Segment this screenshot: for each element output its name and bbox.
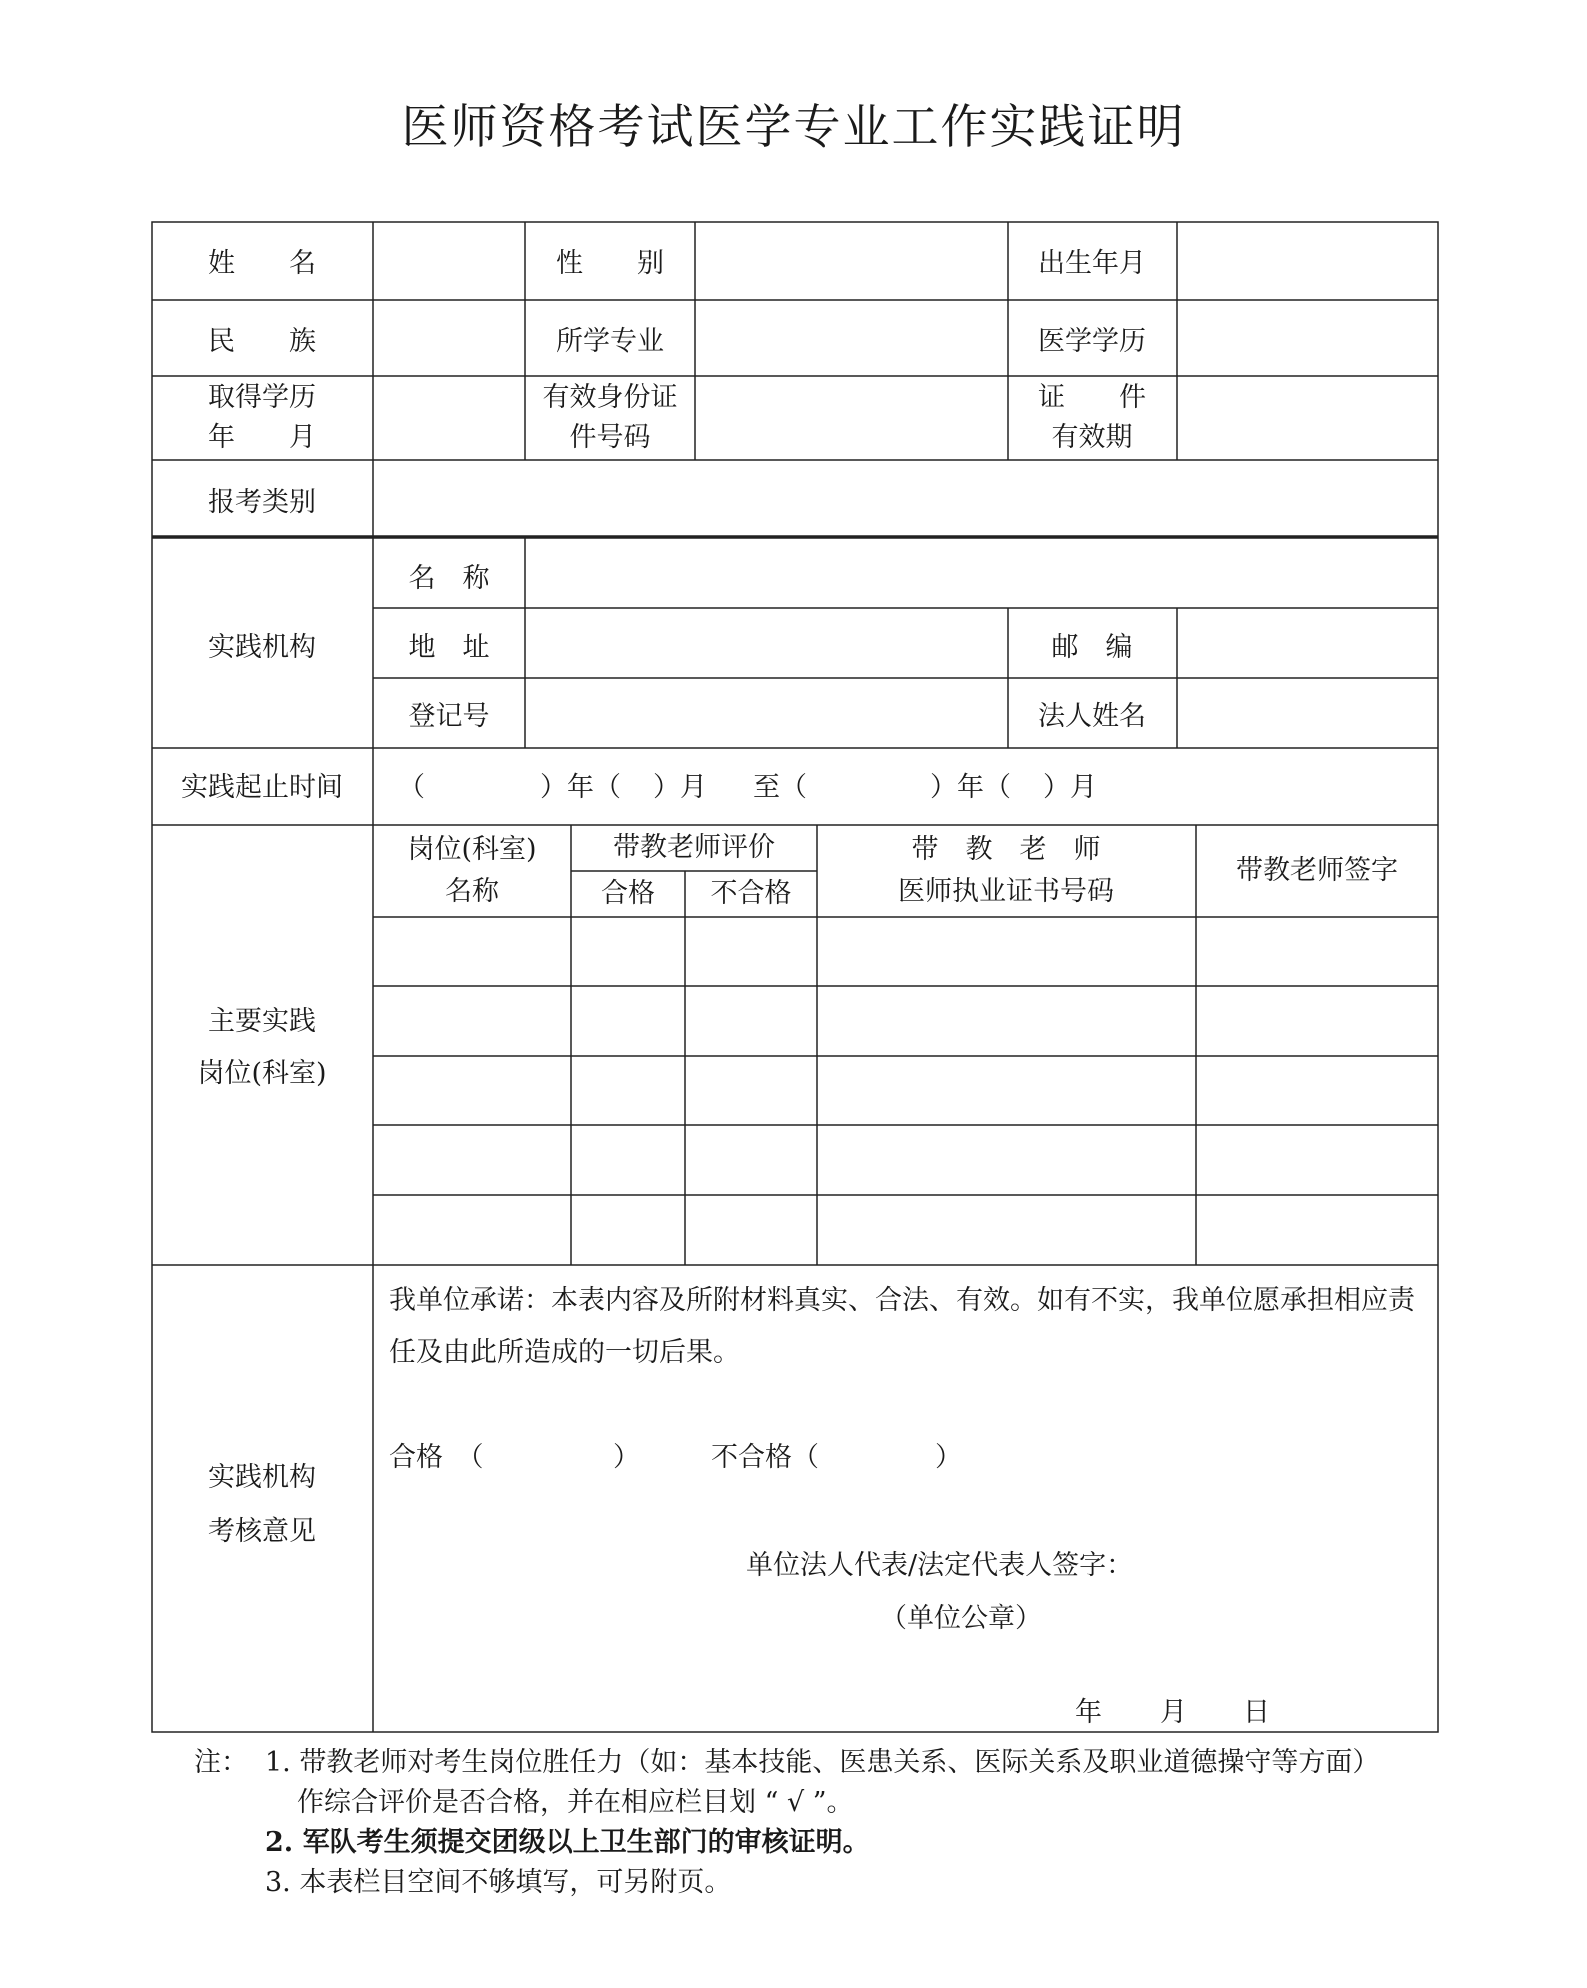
label-gender: 性 别	[556, 247, 664, 279]
label-id-valid-2: 有效期	[1051, 421, 1133, 453]
col-cert-2: 医师执业证书号码	[898, 875, 1114, 907]
review-signature-label: 单位法人代表/法定代表人签字：	[746, 1550, 1134, 1581]
review-pass-label: 合格 （	[389, 1442, 484, 1473]
period-to: 至（	[753, 772, 807, 803]
label-inst-address: 地 址	[408, 631, 490, 663]
col-fail: 不合格	[710, 877, 792, 909]
label-review-1: 实践机构	[208, 1461, 316, 1493]
review-date-year: 年	[1075, 1697, 1102, 1728]
col-post-2: 名称	[445, 875, 499, 907]
page-title: 医师资格考试医学专业工作实践证明	[401, 100, 1186, 155]
label-institution: 实践机构	[208, 631, 316, 663]
label-practice-period: 实践起止时间	[181, 771, 343, 803]
review-fail-label: 不合格（	[711, 1442, 819, 1473]
label-degree-date-2: 年 月	[208, 421, 316, 453]
col-post-1: 岗位(科室)	[407, 833, 537, 865]
label-positions-2: 岗位(科室)	[197, 1057, 327, 1089]
note-2: 2. 军队考生须提交团级以上卫生部门的审核证明。	[265, 1827, 870, 1858]
form-table-border	[152, 222, 1438, 1732]
label-legal-person: 法人姓名	[1038, 700, 1146, 732]
period-year-1: ）年（	[540, 772, 621, 803]
review-pass-close: ）	[613, 1442, 640, 1473]
label-education: 医学学历	[1038, 325, 1146, 357]
label-positions-1: 主要实践	[208, 1005, 316, 1037]
commitment-text: 我单位承诺：本表内容及所附材料真实、合法、有效。如有不实，我单位愿承担相应责任及由此所造成的一切后果。	[389, 1285, 1415, 1368]
label-review-2: 考核意见	[208, 1515, 316, 1547]
label-id-number-2: 件号码	[569, 421, 651, 453]
review-fail-close: ）	[935, 1442, 962, 1473]
col-pass: 合格	[601, 877, 655, 909]
period-year-2: ）年（	[930, 772, 1011, 803]
period-month-1: ）月	[653, 772, 707, 803]
label-name: 姓 名	[208, 247, 316, 279]
label-inst-name: 名 称	[408, 562, 490, 594]
period-month-2: ）月	[1043, 772, 1097, 803]
label-reg-no: 登记号	[408, 700, 490, 732]
label-id-number-1: 有效身份证	[542, 381, 678, 413]
label-birth: 出生年月	[1038, 247, 1146, 279]
label-ethnicity: 民 族	[208, 325, 316, 357]
label-degree-date-1: 取得学历	[208, 381, 316, 413]
notes-label: 注：	[194, 1747, 248, 1778]
label-major: 所学专业	[556, 325, 664, 357]
label-exam-category: 报考类别	[208, 486, 316, 518]
label-id-valid-1: 证 件	[1038, 381, 1146, 413]
period-open-1: （	[398, 772, 425, 803]
label-postcode: 邮 编	[1051, 631, 1133, 663]
review-date-month: 月	[1160, 1697, 1187, 1728]
col-signature: 带教老师签字	[1236, 854, 1398, 886]
note-1-line-1: 1. 带教老师对考生岗位胜任力（如：基本技能、医患关系、医际关系及职业道德操守等方面）	[265, 1747, 1380, 1778]
review-seal-label: （单位公章）	[880, 1603, 1042, 1634]
col-eval: 带教老师评价	[613, 831, 775, 863]
note-3: 3. 本表栏目空间不够填写，可另附页。	[265, 1867, 732, 1898]
review-date-day: 日	[1243, 1697, 1270, 1728]
col-cert-1: 带 教 老 师	[911, 833, 1101, 865]
note-1-line-2: 作综合评价是否合格，并在相应栏目划 “ √ ”。	[297, 1787, 854, 1818]
